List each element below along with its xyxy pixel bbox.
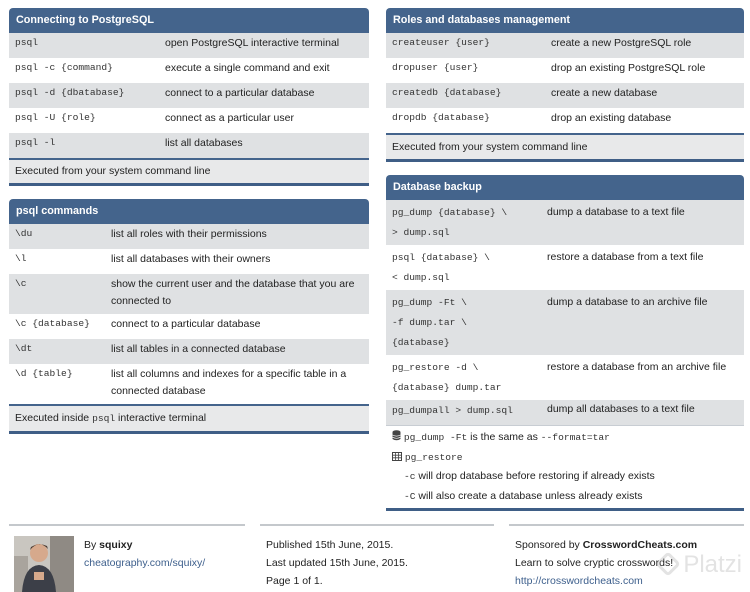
command-description: list all databases with their owners xyxy=(111,253,271,265)
table-row xyxy=(386,33,744,58)
backup-card xyxy=(386,175,744,511)
command-description: drop an existing database xyxy=(551,112,672,124)
command-code: createuser {user} xyxy=(392,37,490,48)
note-line xyxy=(392,428,744,448)
table-row xyxy=(386,200,744,245)
command-code xyxy=(392,358,547,398)
table-row xyxy=(386,83,744,108)
command-code: \c {database} xyxy=(15,318,90,329)
table-row xyxy=(9,33,369,58)
table-row xyxy=(9,108,369,133)
command-description: restore a database from an archive file xyxy=(547,361,727,373)
command-line: < dump.sql xyxy=(392,272,450,283)
footer-code: psql xyxy=(92,413,116,424)
command-code xyxy=(392,248,547,288)
note-text: is the same as xyxy=(467,431,541,443)
command-line: psql {database} \ xyxy=(392,252,490,263)
footer-text: interactive terminal xyxy=(115,412,207,424)
table-row xyxy=(9,249,369,274)
database-icon xyxy=(392,430,401,441)
sponsor-footer xyxy=(509,524,744,592)
author-line xyxy=(84,536,205,554)
note-line xyxy=(392,467,744,487)
note-code: pg_dump -Ft xyxy=(403,432,468,443)
command-code: psql -d {dbatabase} xyxy=(15,87,125,98)
command-code: dropdb {database} xyxy=(392,112,490,123)
platzi-logo-icon xyxy=(656,551,681,576)
updated-date: Last updated 15th June, 2015. xyxy=(266,557,408,569)
backup-title: Database backup xyxy=(386,175,744,200)
connecting-title: Connecting to PostgreSQL xyxy=(9,8,369,33)
backup-notes xyxy=(386,425,744,508)
footer-text: Executed inside xyxy=(15,412,93,424)
table-row xyxy=(386,400,744,425)
command-line: > dump.sql xyxy=(392,227,450,238)
note-code: -C xyxy=(404,490,416,502)
table-row xyxy=(386,355,744,400)
command-description: connect to a particular database xyxy=(165,87,315,99)
command-code xyxy=(392,401,547,421)
table-row xyxy=(9,83,369,108)
command-code: createdb {database} xyxy=(392,87,502,98)
watermark-text: Platzi xyxy=(683,551,742,578)
command-code xyxy=(392,203,547,243)
command-code: psql -U {role} xyxy=(15,112,96,123)
note-line xyxy=(392,448,744,468)
command-description: open PostgreSQL interactive terminal xyxy=(165,37,340,49)
table-row xyxy=(9,339,369,364)
command-description: dump a database to a text file xyxy=(547,206,685,218)
command-line: -f dump.tar \ xyxy=(392,317,467,328)
page-count: Page 1 of 1. xyxy=(266,575,323,587)
command-description: show the current user and the database that you are connected to xyxy=(111,278,355,307)
command-line: pg_dump -Ft \ xyxy=(392,297,467,308)
command-description: list all roles with their permissions xyxy=(111,228,267,240)
command-line: pg_restore -d \ xyxy=(392,362,479,373)
sponsor-name[interactable]: CrosswordCheats.com xyxy=(582,539,698,551)
command-description: list all tables in a connected database xyxy=(111,343,286,355)
table-row xyxy=(386,108,744,133)
table-row xyxy=(9,133,369,158)
command-description: create a new database xyxy=(551,87,658,99)
psql-commands-title: psql commands xyxy=(9,199,369,224)
psql-commands-footer xyxy=(9,404,369,431)
command-description: connect to a particular database xyxy=(111,318,261,330)
command-description: dump a database to an archive file xyxy=(547,296,708,308)
by-label: By xyxy=(84,539,100,551)
published-date: Published 15th June, 2015. xyxy=(266,539,394,551)
note-code: --format=tar xyxy=(540,432,610,443)
command-description: drop an existing PostgreSQL role xyxy=(551,62,706,74)
command-code: \dt xyxy=(15,343,33,354)
table-row xyxy=(386,245,744,290)
command-code: psql -l xyxy=(15,137,56,148)
table-row xyxy=(9,224,369,249)
command-description: connect as a particular user xyxy=(165,112,294,124)
command-description: restore a database from a text file xyxy=(547,251,704,263)
platzi-watermark xyxy=(659,551,742,579)
note-text: will also create a database unless already exists xyxy=(415,489,643,502)
table-row xyxy=(386,58,744,83)
publication-footer xyxy=(260,524,494,592)
table-row xyxy=(9,364,369,404)
command-code xyxy=(392,293,547,353)
command-code: \l xyxy=(15,253,27,264)
command-description: list all databases xyxy=(165,137,243,149)
avatar xyxy=(14,536,74,592)
command-code: psql xyxy=(15,37,39,48)
command-line: {database} dump.tar xyxy=(392,382,502,393)
roles-title: Roles and databases management xyxy=(386,8,744,33)
table-row xyxy=(9,58,369,83)
command-code: \d {table} xyxy=(15,368,73,379)
command-description: create a new PostgreSQL role xyxy=(551,37,692,49)
connecting-card xyxy=(9,8,369,186)
command-code: \du xyxy=(15,228,33,239)
connecting-footer: Executed from your system command line xyxy=(9,158,369,183)
author-name[interactable]: squixy xyxy=(99,539,133,551)
command-code: dropuser {user} xyxy=(392,62,479,73)
table-row xyxy=(9,274,369,314)
roles-card xyxy=(386,8,744,162)
sponsored-label: Sponsored by xyxy=(515,539,583,551)
note-text: will drop database before restoring if already exists xyxy=(415,470,655,482)
note-line xyxy=(392,487,744,507)
psql-commands-card xyxy=(9,199,369,434)
table-icon xyxy=(392,452,402,461)
sponsor-tagline: Learn to solve cryptic crosswords! xyxy=(515,557,674,569)
command-description: list all columns and indexes for a specific table in a connected database xyxy=(111,368,347,397)
command-description: execute a single command and exit xyxy=(165,62,330,74)
author-footer xyxy=(9,524,245,592)
table-row xyxy=(9,314,369,339)
command-code: \c xyxy=(15,278,27,289)
note-code: -c xyxy=(404,471,416,482)
table-row xyxy=(386,290,744,355)
command-line: {database} xyxy=(392,337,450,348)
command-line: pg_dump {database} \ xyxy=(392,207,508,218)
command-description: dump all databases to a text file xyxy=(547,403,695,415)
command-code: psql -c {command} xyxy=(15,62,113,73)
note-code: pg_restore xyxy=(404,451,463,463)
sponsor-link[interactable]: http://crosswordcheats.com xyxy=(515,575,643,587)
command-line: pg_dumpall > dump.sql xyxy=(392,405,513,416)
roles-footer: Executed from your system command line xyxy=(386,133,744,159)
author-link[interactable]: cheatography.com/squixy/ xyxy=(84,557,206,569)
